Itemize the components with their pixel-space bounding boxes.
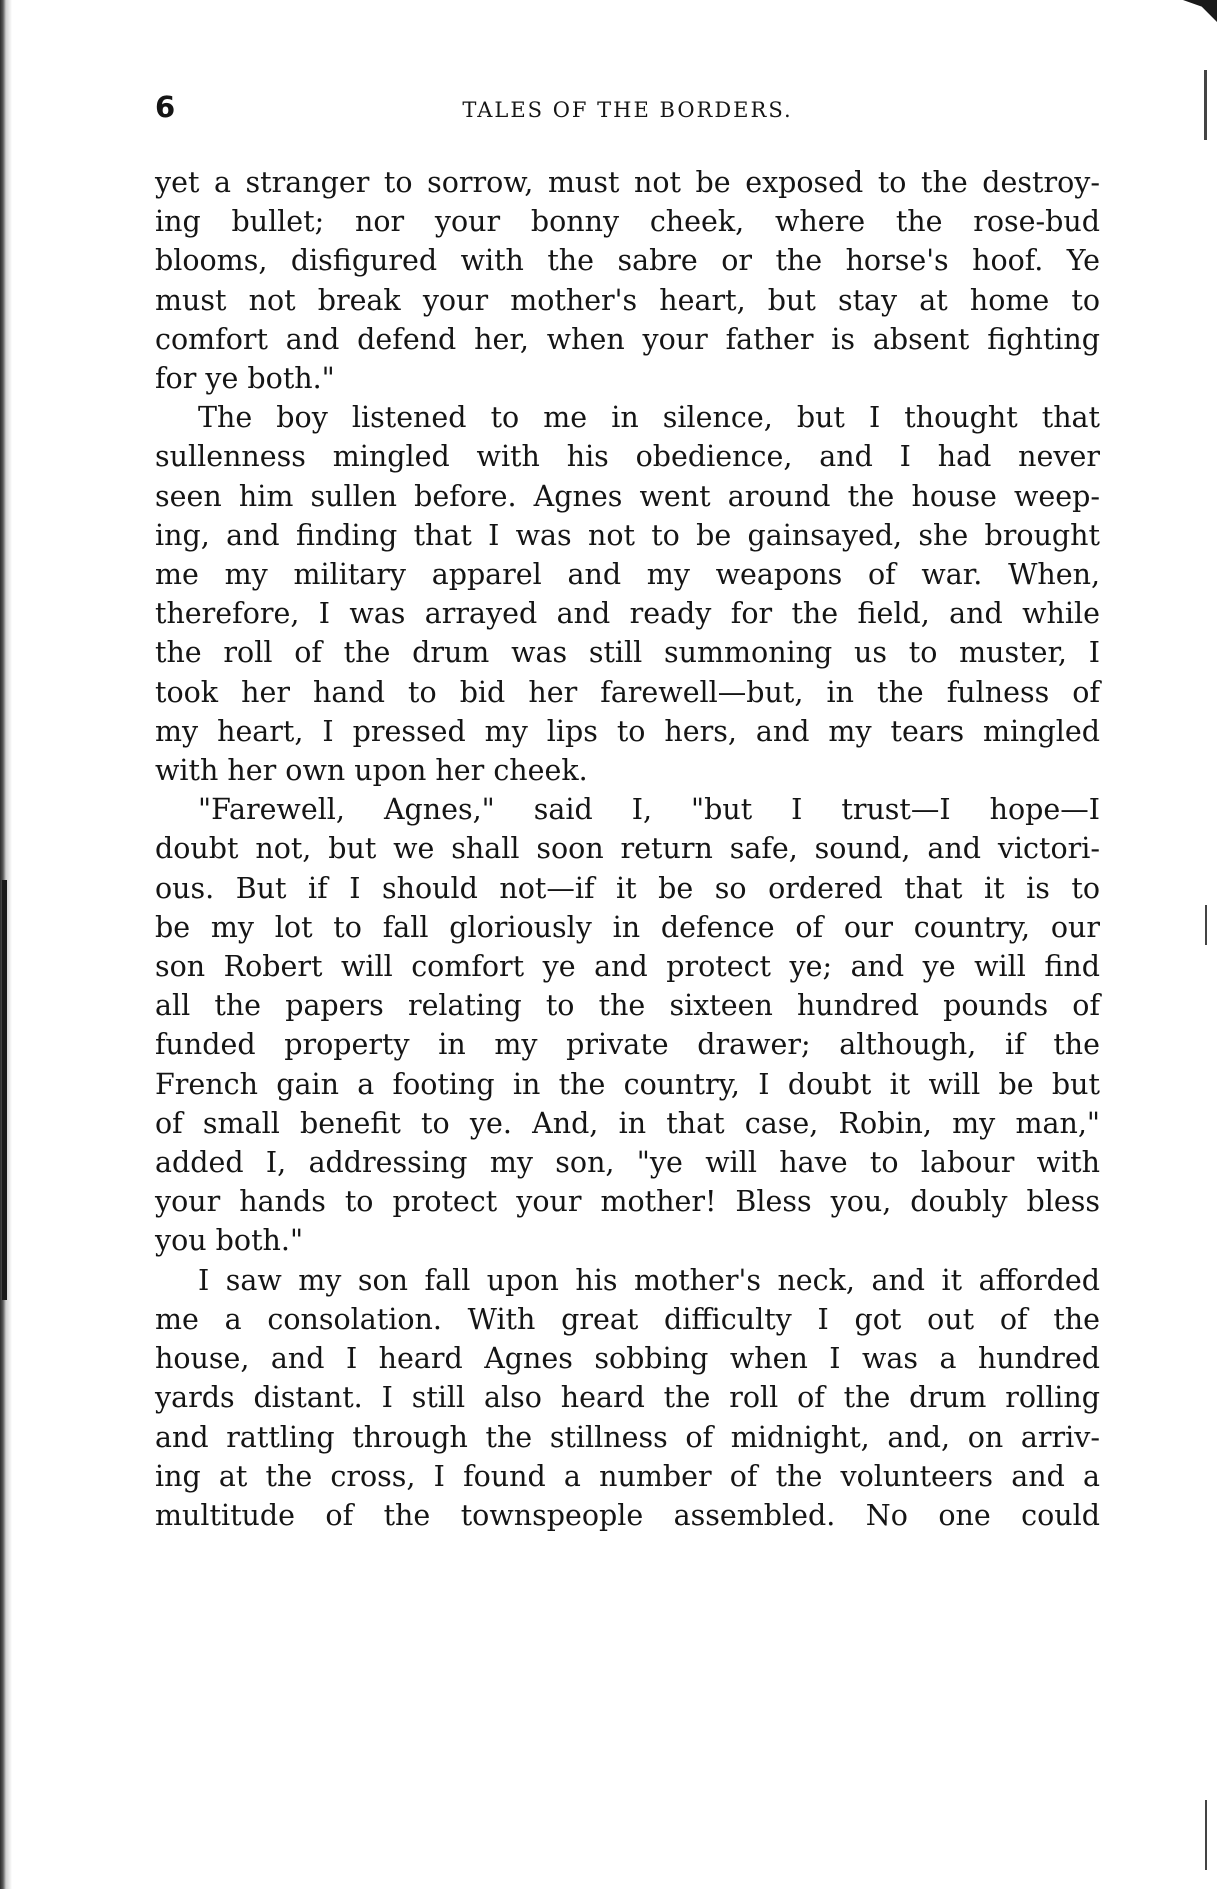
text-line: comfort and defend her, when your father is absent fighting (155, 322, 1100, 356)
text-line: ing at the cross, I found a number of the volunteers and a (155, 1459, 1100, 1493)
text-line: therefore, I was arrayed and ready for the field, and while (155, 597, 1100, 631)
binding-gutter (0, 0, 14, 1889)
text-line: ing, and finding that I was not to be gainsayed, she brought (155, 518, 1100, 552)
text-line: French gain a footing in the country, I doubt it will be but (155, 1067, 1100, 1101)
text-line: blooms, disfigured with the sabre or the horse's hoof. Ye (155, 244, 1100, 278)
corner-scan-mark (1183, 0, 1217, 22)
edge-speck (1205, 905, 1207, 945)
page-number: 6 (155, 90, 176, 124)
text-line: the roll of the drum was still summoning us to muster, I (155, 636, 1100, 670)
running-title: TALES OF THE BORDERS. (462, 98, 793, 122)
page-header (155, 90, 1100, 130)
text-line: funded property in my private drawer; although, if the (155, 1028, 1100, 1062)
text-line: house, and I heard Agnes sobbing when I was a hundred (155, 1342, 1100, 1376)
text-line: of small benefit to ye. And, in that case, Robin, my man," (155, 1106, 1100, 1140)
text-line: all the papers relating to the sixteen hundred pounds of (155, 989, 1100, 1023)
text-line: took her hand to bid her farewell—but, in the fulness of (155, 675, 1100, 709)
text-line: your hands to protect your mother! Bless you, doubly bless (155, 1185, 1100, 1219)
edge-speck (1205, 1800, 1207, 1870)
text-line: seen him sullen before. Agnes went around the house weep- (155, 479, 1100, 513)
text-line: "Farewell, Agnes," said I, "but I trust—I hope—I (198, 793, 1100, 827)
text-line: for ye both." (155, 362, 335, 396)
text-line: I saw my son fall upon his mother's neck, and it afforded (198, 1263, 1100, 1297)
text-line: doubt not, but we shall soon return safe, sound, and victori- (155, 832, 1100, 866)
edge-speck (1204, 70, 1207, 140)
text-line: must not break your mother's heart, but stay at home to (155, 283, 1100, 317)
text-line: multitude of the townspeople assembled. No one could (155, 1498, 1100, 1532)
text-line: you both." (155, 1224, 304, 1258)
text-line: son Robert will comfort ye and protect ye; and ye will find (155, 950, 1100, 984)
text-line: The boy listened to me in silence, but I thought that (198, 401, 1100, 435)
text-line: ous. But if I should not—if it be so ordered that it is to (155, 871, 1100, 905)
text-line: be my lot to fall gloriously in defence of our country, our (155, 910, 1100, 944)
text-line: yards distant. I still also heard the roll of the drum rolling (155, 1381, 1100, 1415)
text-line: ing bullet; nor your bonny cheek, where the rose-bud (155, 205, 1100, 239)
body-text (155, 163, 1100, 1535)
text-line: sullenness mingled with his obedience, and I had never (155, 440, 1100, 474)
text-line: me a consolation. With great difficulty I got out of the (155, 1302, 1100, 1336)
text-line: me my military apparel and my weapons of war. When, (155, 558, 1100, 592)
text-line: added I, addressing my son, "ye will have to labour with (155, 1146, 1100, 1180)
text-line: and rattling through the stillness of midnight, and, on arriv- (155, 1420, 1100, 1454)
text-line: with her own upon her cheek. (155, 754, 588, 788)
book-page (155, 90, 1100, 1535)
text-line: my heart, I pressed my lips to hers, and my tears mingled (155, 714, 1100, 748)
text-line: yet a stranger to sorrow, must not be exposed to the destroy- (155, 166, 1100, 199)
